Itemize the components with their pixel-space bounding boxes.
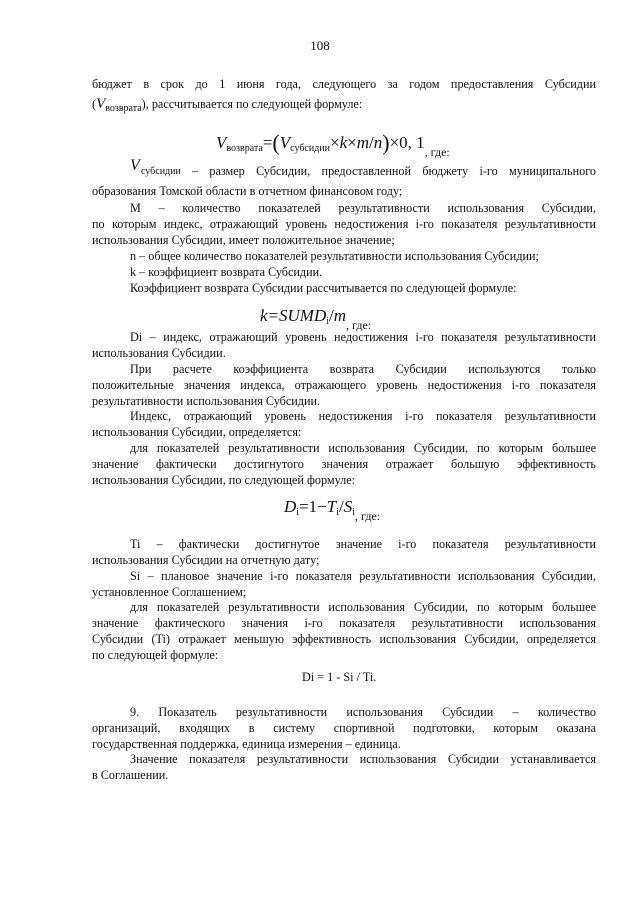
- text-line: Si – плановое значение i-го показателя результативности использования Субсидии,: [130, 569, 596, 583]
- text-line: использования Субсидии на отчетную дату;: [92, 553, 320, 567]
- text-line: использования Субсидии, определяется:: [92, 425, 302, 439]
- text-line: 9. Показатель результативности использования Субсидии – количество: [130, 705, 596, 719]
- text-line: образования Томской области в отчетном финансовом году;: [92, 184, 403, 198]
- text-line: в Соглашении.: [92, 768, 169, 782]
- text-line: результативности использования Субсидии.: [92, 394, 321, 408]
- text-line: установленное Соглашением;: [92, 585, 247, 599]
- text-line: Индекс, отражающий уровень недостижения i-го показателя результативности: [130, 409, 596, 423]
- text-line: использования Субсидии.: [92, 346, 226, 360]
- text-line: Значение показателя результативности использования Субсидии устанавливается: [130, 752, 596, 766]
- text-line: M – количество показателей результативности использования Субсидии,: [130, 201, 596, 215]
- text-line: использования Субсидии, имеет положительное значение;: [92, 233, 395, 247]
- formula-index-positive: $D_i=1-T_i/S_{i, где:}$: [284, 497, 381, 523]
- text-line: положительные значения индекса, отражающего уровень недостижения i-го показателя: [92, 378, 596, 392]
- formula-refund-coefficient: $k=SUMD_i/m_{, где:}$: [260, 306, 372, 332]
- text-line: государственная поддержка, единица измерения – единица.: [92, 737, 401, 751]
- text-line: бюджет в срок до 1 июня года, следующего за годом предоставления Субсидии: [92, 77, 596, 91]
- text-line: значение фактически достигнутого значения отражает большую эффективность: [92, 457, 596, 471]
- text-line: V субсидии – размер Субсидии, предоставленной бюджету i-го муниципального: [130, 157, 596, 178]
- formula-refund-volume: $V_{возврата}=(V_{субсидии}\times k\times m/n)\times 0$, $1_{, где:}$: [216, 130, 450, 159]
- text-line: организаций, входящих в систему спортивной подготовки, которым оказана: [92, 721, 596, 735]
- text-line: использования Субсидии, по следующей формуле:: [92, 473, 356, 487]
- text-line: Коэффициент возврата Субсидии рассчитывается по следующей формуле:: [130, 281, 517, 295]
- text-line: k – коэффициент возврата Субсидии.: [130, 265, 323, 279]
- text-line: Di – индекс, отражающий уровень недостижения i-го показателя результативности: [130, 330, 596, 344]
- formula-index-negative: Di = 1 - Si / Ti.: [302, 670, 377, 684]
- text-line: Субсидии (Ti) отражает меньшую эффективность использования Субсидии, определяется: [92, 632, 596, 646]
- text-line: Ti – фактически достигнутое значение i-го показателя результативности: [130, 537, 596, 551]
- text-line: для показателей результативности использования Субсидии, по которым большее: [130, 441, 596, 455]
- text-line: для показателей результативности использования Субсидии, по которым большее: [130, 600, 596, 614]
- text-line: n – общее количество показателей результативности использования Субсидии;: [130, 249, 539, 263]
- text-line: значение фактического значения i-го показателя результативности использования: [92, 616, 596, 630]
- text-line: по следующей формуле:: [92, 648, 219, 662]
- text-line: $(V_{возврата})$, рассчитывается по следующей формуле:: [92, 96, 363, 114]
- text-line: по которым индекс, отражающий уровень недостижения i-го показателя результативности: [92, 217, 596, 231]
- page-number: 108: [310, 38, 330, 53]
- text-line: При расчете коэффициента возврата Субсидии используются только: [130, 362, 596, 376]
